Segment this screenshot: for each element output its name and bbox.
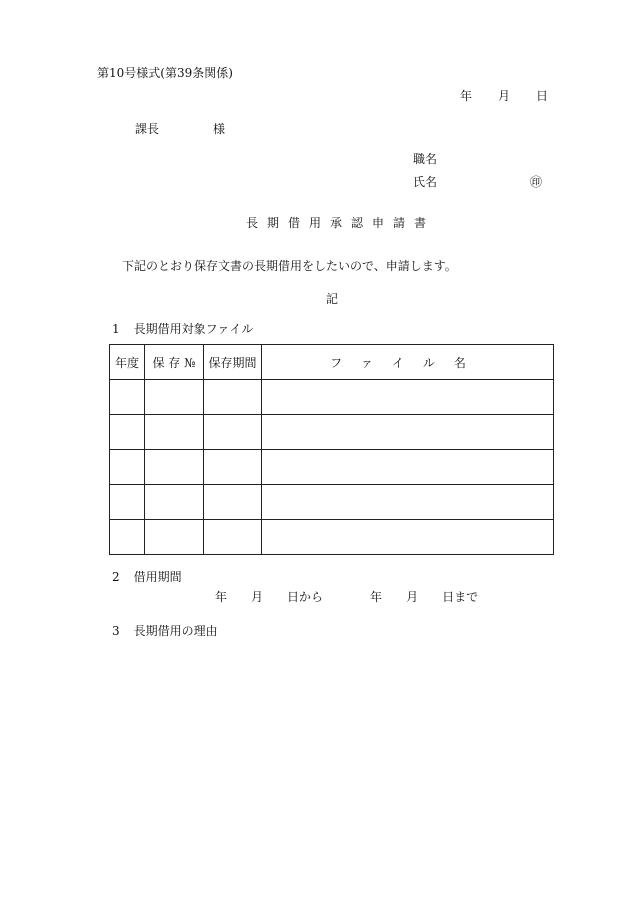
table-cell[interactable] — [110, 380, 145, 415]
table-cell[interactable] — [262, 520, 554, 555]
section1-number: 1 — [112, 322, 120, 336]
table-row — [110, 450, 554, 485]
period-from-month: 月 — [251, 590, 264, 604]
form-number: 第10号様式(第39条関係) — [97, 66, 233, 80]
table-cell[interactable] — [110, 520, 145, 555]
table-cell[interactable] — [145, 520, 204, 555]
intro-text: 下記のとおり保存文書の長期借用をしたいので、申請します。 — [122, 259, 457, 273]
name-label: 氏名 — [413, 175, 438, 189]
section2-number: 2 — [112, 570, 120, 584]
table-cell[interactable] — [145, 450, 204, 485]
table-row — [110, 520, 554, 555]
period-to-year: 年 — [370, 590, 383, 604]
seal-mark: ㊞ — [530, 175, 543, 189]
table-cell[interactable] — [110, 485, 145, 520]
date-day: 日 — [536, 89, 549, 103]
addressee-honorific: 様 — [213, 122, 226, 136]
section2-heading — [112, 570, 182, 584]
section1-title: 長期借用対象ファイル — [133, 322, 254, 336]
table-cell[interactable] — [204, 520, 262, 555]
table-cell[interactable] — [145, 380, 204, 415]
table-row — [110, 380, 554, 415]
table-cell[interactable] — [204, 485, 262, 520]
addressee-line — [135, 122, 225, 136]
table-cell[interactable] — [262, 485, 554, 520]
date-year: 年 — [460, 89, 473, 103]
table-cell[interactable] — [262, 380, 554, 415]
table-cell[interactable] — [145, 485, 204, 520]
col-header-fiscal-year: 年度 — [110, 345, 145, 380]
table-cell[interactable] — [145, 415, 204, 450]
period-from-year: 年 — [215, 590, 228, 604]
period-to-month: 月 — [406, 590, 419, 604]
col-header-storage-no: 保 存 № — [145, 345, 204, 380]
document-title: 長期借用承認申請書 — [246, 216, 436, 230]
table-header-row — [110, 345, 554, 380]
period-from-day: 日から — [287, 590, 324, 604]
section3-title: 長期借用の理由 — [133, 624, 218, 638]
borrowing-period-line — [215, 590, 478, 604]
table-cell[interactable] — [110, 415, 145, 450]
date-line — [460, 89, 548, 103]
period-to-day: 日まで — [442, 590, 479, 604]
section1-heading — [112, 322, 253, 336]
date-month: 月 — [498, 89, 511, 103]
addressee-title: 課長 — [135, 122, 160, 136]
table-cell[interactable] — [204, 380, 262, 415]
table-cell[interactable] — [262, 415, 554, 450]
col-header-retention-period: 保存期間 — [204, 345, 262, 380]
col-header-file-name: ファイル名 — [262, 345, 554, 380]
ki-heading: 記 — [326, 292, 339, 306]
table-row — [110, 415, 554, 450]
section2-title: 借用期間 — [133, 570, 182, 584]
file-table — [109, 344, 554, 555]
table-cell[interactable] — [204, 415, 262, 450]
table-cell[interactable] — [204, 450, 262, 485]
section3-number: 3 — [112, 624, 120, 638]
table-cell[interactable] — [110, 450, 145, 485]
section3-heading — [112, 624, 218, 638]
table-cell[interactable] — [262, 450, 554, 485]
job-title-label: 職名 — [413, 152, 438, 166]
table-row — [110, 485, 554, 520]
